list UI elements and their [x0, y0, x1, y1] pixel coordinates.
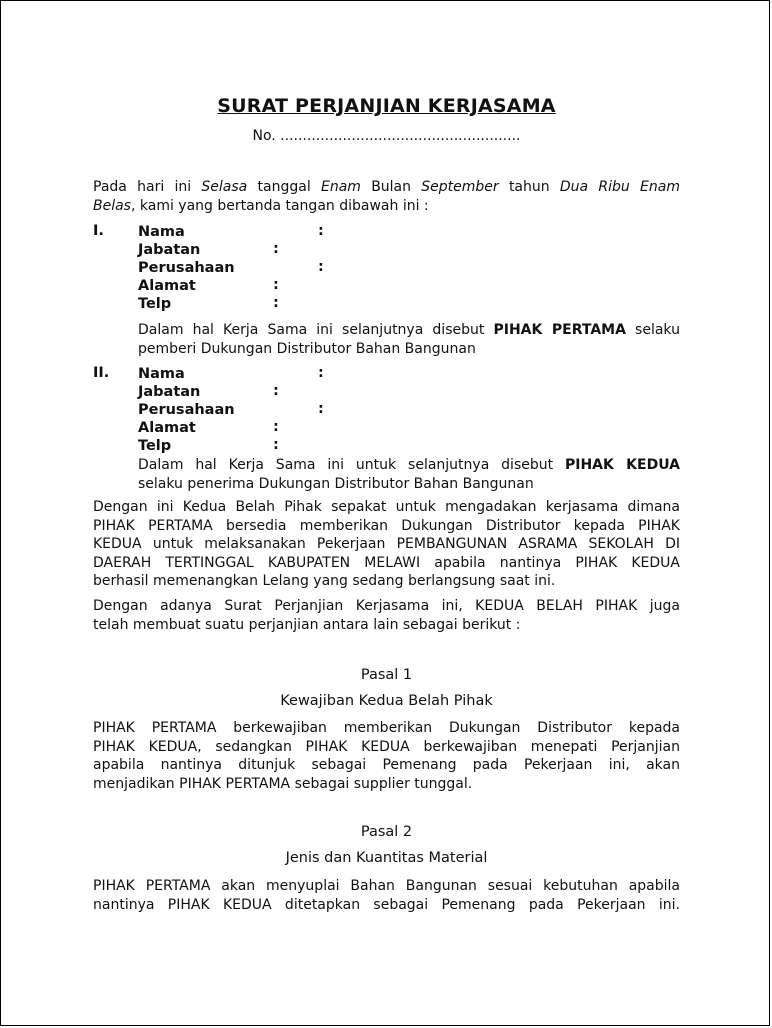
party-2-phone-colon: : — [273, 437, 279, 453]
party-2-position-label: Jabatan — [138, 384, 201, 400]
opening-date: Enam — [320, 179, 361, 195]
agreement-paragraph — [93, 498, 680, 591]
party-1-name-colon: : — [318, 223, 324, 239]
party-1-phone-label: Telp — [138, 296, 172, 312]
intro-line-2: telah membuat suatu perjanjian antara lain sebagai berikut : — [93, 616, 521, 633]
agreement-line-3: KEDUA untuk melaksanakan Pekerjaan PEMBANGUNAN ASRAMA SEKOLAH DI — [93, 536, 680, 552]
party-1-phone-colon: : — [273, 295, 279, 311]
pasal-1-body — [93, 719, 680, 793]
party-1-company-label: Perusahaan — [138, 260, 235, 276]
opening-line-2 — [93, 197, 680, 216]
agreement-line-2: PIHAK PERTAMA bersedia memberikan Dukungan Distributor kepada PIHAK — [93, 517, 680, 534]
pasal-2-title: Jenis dan Kuantitas Material — [285, 850, 488, 866]
opening-text-2: tanggal — [247, 179, 321, 195]
party-2-desc-line-2: selaku penerima Dukungan Distributor Bahan Bangunan — [138, 475, 534, 492]
party-1-desc-text: Dalam hal Kerja Sama ini selanjutnya disebut — [138, 322, 494, 338]
pasal-2-line-1: PIHAK PERTAMA akan menyuplai Bahan Bangunan sesuai kebutuhan apabila — [93, 878, 680, 894]
party-2-company-label: Perusahaan — [138, 402, 235, 418]
party-1-address-label: Alamat — [138, 278, 196, 294]
agreement-line-5: berhasil memenangkan Lelang yang sedang berlangsung saat ini. — [93, 573, 556, 589]
pasal-2-body — [93, 877, 680, 914]
agreement-line-1: Dengan ini Kedua Belah Pihak sepakat untuk mengadakan kerjasama dimana — [93, 499, 680, 515]
intro-paragraph — [93, 597, 680, 634]
party-2-name-colon: : — [318, 365, 324, 381]
pasal-1-line-1: PIHAK PERTAMA berkewajiban memberikan Dukungan Distributor kepada — [93, 720, 680, 736]
party-2-address-label: Alamat — [138, 420, 196, 436]
pasal-1-number: Pasal 1 — [360, 667, 413, 683]
party-1-desc-line-2: pemberi Dukungan Distributor Bahan Bangunan — [138, 340, 476, 357]
pasal-2-line-2: nantinya PIHAK KEDUA ditetapkan sebagai Pemenang pada Pekerjaan ini. — [93, 896, 680, 913]
party-2-position-colon: : — [273, 383, 279, 399]
party-2-address-colon: : — [273, 419, 279, 435]
intro-line-1: Dengan adanya Surat Perjanjian Kerjasama ini, KEDUA BELAH PIHAK juga — [93, 598, 680, 614]
opening-line-1 — [93, 178, 680, 197]
party-1-label: I. — [93, 223, 104, 239]
party-1-position-label: Jabatan — [138, 242, 201, 258]
party-2-description — [138, 456, 680, 493]
pasal-1-line-2: PIHAK KEDUA, sedangkan PIHAK KEDUA berkewajiban menepati Perjanjian — [93, 738, 680, 755]
party-2-company-colon: : — [318, 401, 324, 417]
party-2-desc-text: Dalam hal Kerja Sama ini untuk selanjutnya disebut — [138, 457, 565, 473]
opening-text-4: tahun — [498, 179, 560, 195]
party-1-name-label: Nama — [138, 224, 185, 240]
opening-text-1: Pada hari ini — [93, 179, 202, 195]
party-1-address-colon: : — [273, 277, 279, 293]
pasal-2-number: Pasal 2 — [360, 824, 413, 840]
party-2-name-label: Nama — [138, 366, 185, 382]
party-1-desc-suffix: selaku — [625, 322, 680, 338]
party-2-label: II. — [93, 365, 110, 381]
party-1-description — [138, 321, 680, 358]
opening-year-2: Belas — [93, 197, 131, 214]
party-1-position-colon: : — [273, 241, 279, 257]
opening-text-5: , kami yang bertanda tangan dibawah ini : — [130, 197, 429, 214]
document-number: No. ...................................................... — [252, 128, 521, 144]
opening-paragraph — [93, 178, 680, 215]
party-2-role: PIHAK KEDUA — [565, 457, 680, 473]
party-2-desc-line-1 — [138, 456, 680, 475]
party-1-company-colon: : — [318, 259, 324, 275]
pasal-1-line-3: apabila nantinya ditunjuk sebagai Pemenang pada Pekerjaan ini, akan — [93, 757, 680, 773]
party-1-role: PIHAK PERTAMA — [493, 322, 626, 338]
pasal-1-title: Kewajiban Kedua Belah Pihak — [280, 693, 493, 709]
opening-year-1: Dua Ribu Enam — [559, 179, 680, 195]
opening-day: Selasa — [201, 179, 248, 195]
document-title: SURAT PERJANJIAN KERJASAMA — [217, 95, 556, 117]
party-1-desc-line-1 — [138, 321, 680, 340]
agreement-line-4: DAERAH TERTINGGAL KABUPATEN MELAWI apabila nantinya PIHAK KEDUA — [93, 554, 680, 571]
opening-text-3: Bulan — [360, 179, 422, 195]
party-2-phone-label: Telp — [138, 438, 172, 454]
pasal-1-line-4: menjadikan PIHAK PERTAMA sebagai supplier tunggal. — [93, 775, 473, 792]
opening-month: September — [421, 179, 499, 195]
